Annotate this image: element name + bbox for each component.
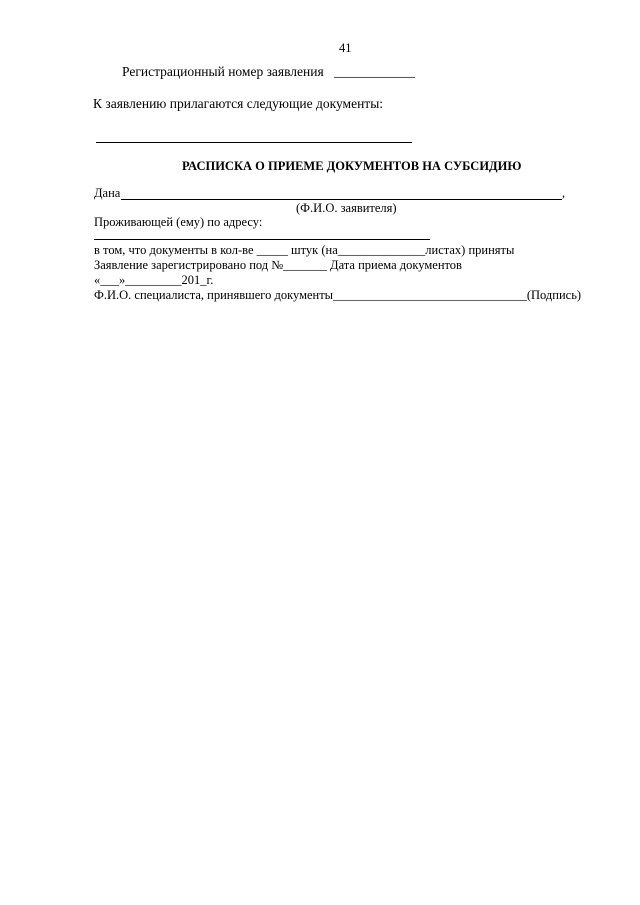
given-label: Дана xyxy=(94,186,121,200)
registered-line: Заявление зарегистрировано под №_______ Дата приема документов xyxy=(94,258,462,272)
documents-count-line: в том, что документы в кол-ве _____ штук (на______________листах) приняты xyxy=(94,243,515,257)
address-label: Проживающей (ему) по адресу: xyxy=(94,215,263,229)
receipt-title: РАСПИСКА О ПРИЕМЕ ДОКУМЕНТОВ НА СУБСИДИЮ xyxy=(182,159,522,173)
attachments-label: К заявлению прилагаются следующие документы: xyxy=(93,96,384,111)
specialist-line: Ф.И.О. специалиста, принявшего документы_______________________________(Подпись) xyxy=(94,288,582,302)
attachments-blank-line xyxy=(96,142,412,143)
given-comma: , xyxy=(562,186,566,200)
page-number: 41 xyxy=(339,41,352,55)
registration-number-blank: ____________ xyxy=(334,64,415,79)
registration-number-label: Регистрационный номер заявления xyxy=(122,64,324,79)
receipt-date-line: «___»_________201_г. xyxy=(94,273,214,287)
given-blank-line xyxy=(121,199,562,200)
applicant-name-caption: (Ф.И.О. заявителя) xyxy=(296,201,397,215)
address-blank-line xyxy=(94,239,430,240)
